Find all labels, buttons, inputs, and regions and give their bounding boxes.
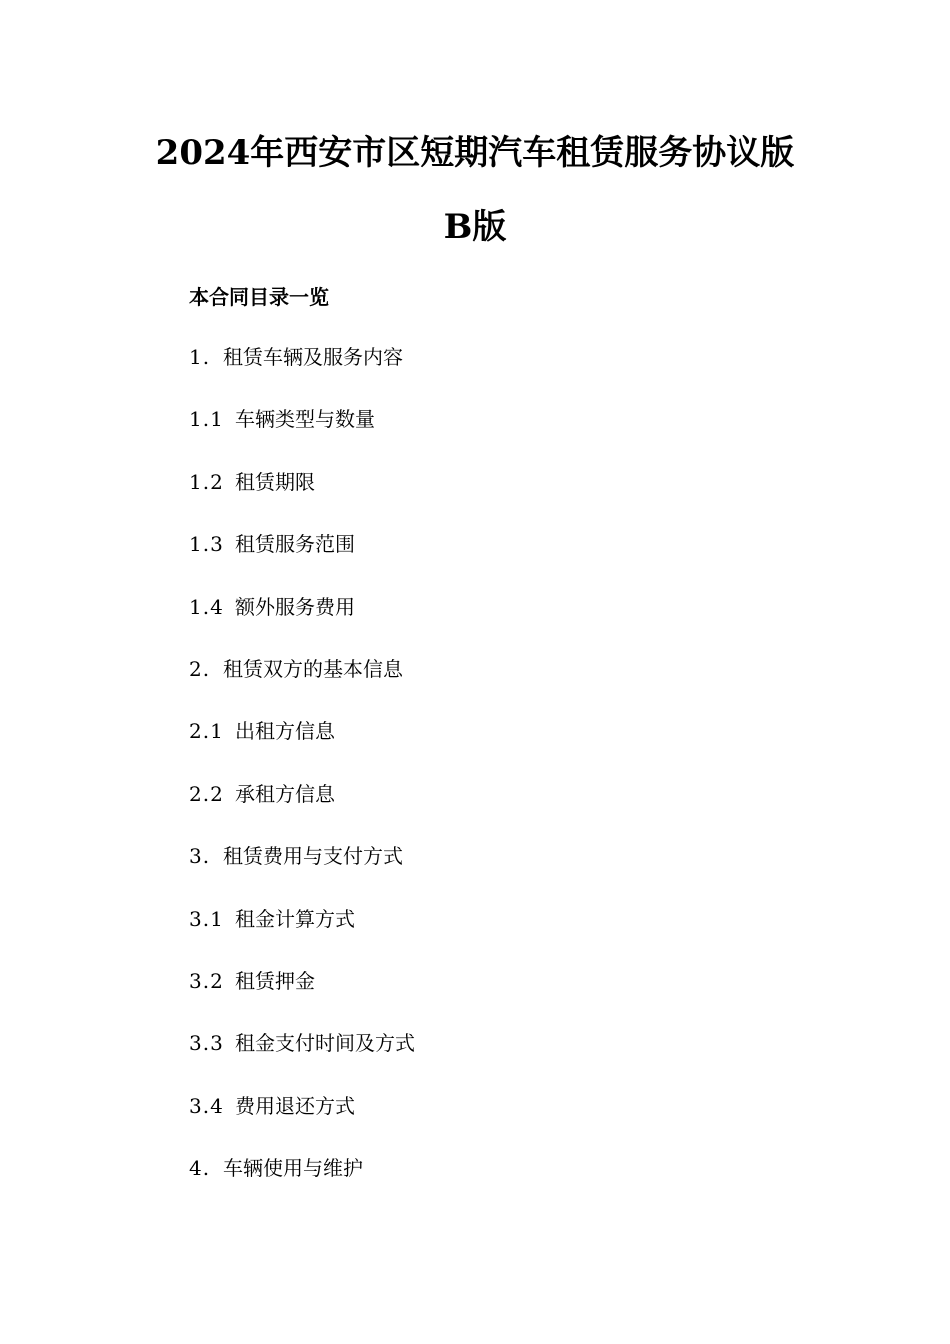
toc-item-number: 3.4 xyxy=(189,1093,224,1118)
toc-item xyxy=(189,780,415,842)
document-title-line-2: B版 xyxy=(443,207,507,247)
toc-item xyxy=(189,717,415,779)
toc-item xyxy=(189,967,415,1029)
toc-item-number: 3.1 xyxy=(189,906,224,931)
toc-item xyxy=(189,530,415,592)
toc-item xyxy=(189,405,415,467)
toc-item-text: 租赁双方的基本信息 xyxy=(223,656,403,681)
toc-item-text: 承租方信息 xyxy=(235,781,335,806)
toc-item-number: 2. xyxy=(189,656,211,681)
toc-item xyxy=(189,593,415,655)
toc-item-number: 1.2 xyxy=(189,469,224,494)
toc-item-number: 3. xyxy=(189,844,211,869)
toc-item xyxy=(189,655,415,717)
toc-item-text: 租金计算方式 xyxy=(235,906,355,931)
toc-item-number: 1.3 xyxy=(189,532,224,557)
toc-item xyxy=(189,1154,415,1216)
toc-item-text: 费用退还方式 xyxy=(235,1093,355,1118)
toc-item-text: 出租方信息 xyxy=(235,719,335,744)
toc-item-text: 额外服务费用 xyxy=(235,594,355,619)
toc-item xyxy=(189,343,415,405)
toc-item-text: 车辆使用与维护 xyxy=(223,1156,363,1181)
toc-heading: 本合同目录一览 xyxy=(189,285,329,309)
toc-item-number: 1.4 xyxy=(189,594,224,619)
toc-item-number: 2.1 xyxy=(189,719,224,744)
toc-item-number: 2.2 xyxy=(189,781,224,806)
toc-item-text: 租赁费用与支付方式 xyxy=(223,844,403,869)
toc-item-number: 3.2 xyxy=(189,968,224,993)
toc-item-number: 1. xyxy=(189,345,211,369)
toc-item xyxy=(189,842,415,904)
toc-item-text: 租赁车辆及服务内容 xyxy=(223,345,403,369)
toc-list xyxy=(189,343,415,1216)
toc-item-number: 4. xyxy=(189,1156,211,1181)
toc-item xyxy=(189,1092,415,1154)
toc-item-number: 3.3 xyxy=(189,1031,224,1056)
toc-item-text: 租金支付时间及方式 xyxy=(235,1031,415,1056)
document-title-line-1: 2024年西安市区短期汽车租赁服务协议版 xyxy=(155,133,795,173)
toc-item-text: 租赁期限 xyxy=(235,469,315,494)
toc-item-text: 车辆类型与数量 xyxy=(235,407,375,432)
toc-item-text: 租赁押金 xyxy=(235,968,315,993)
toc-item xyxy=(189,1029,415,1091)
toc-item-text: 租赁服务范围 xyxy=(235,532,355,557)
toc-item-number: 1.1 xyxy=(189,407,224,432)
toc-item xyxy=(189,468,415,530)
toc-item xyxy=(189,905,415,967)
